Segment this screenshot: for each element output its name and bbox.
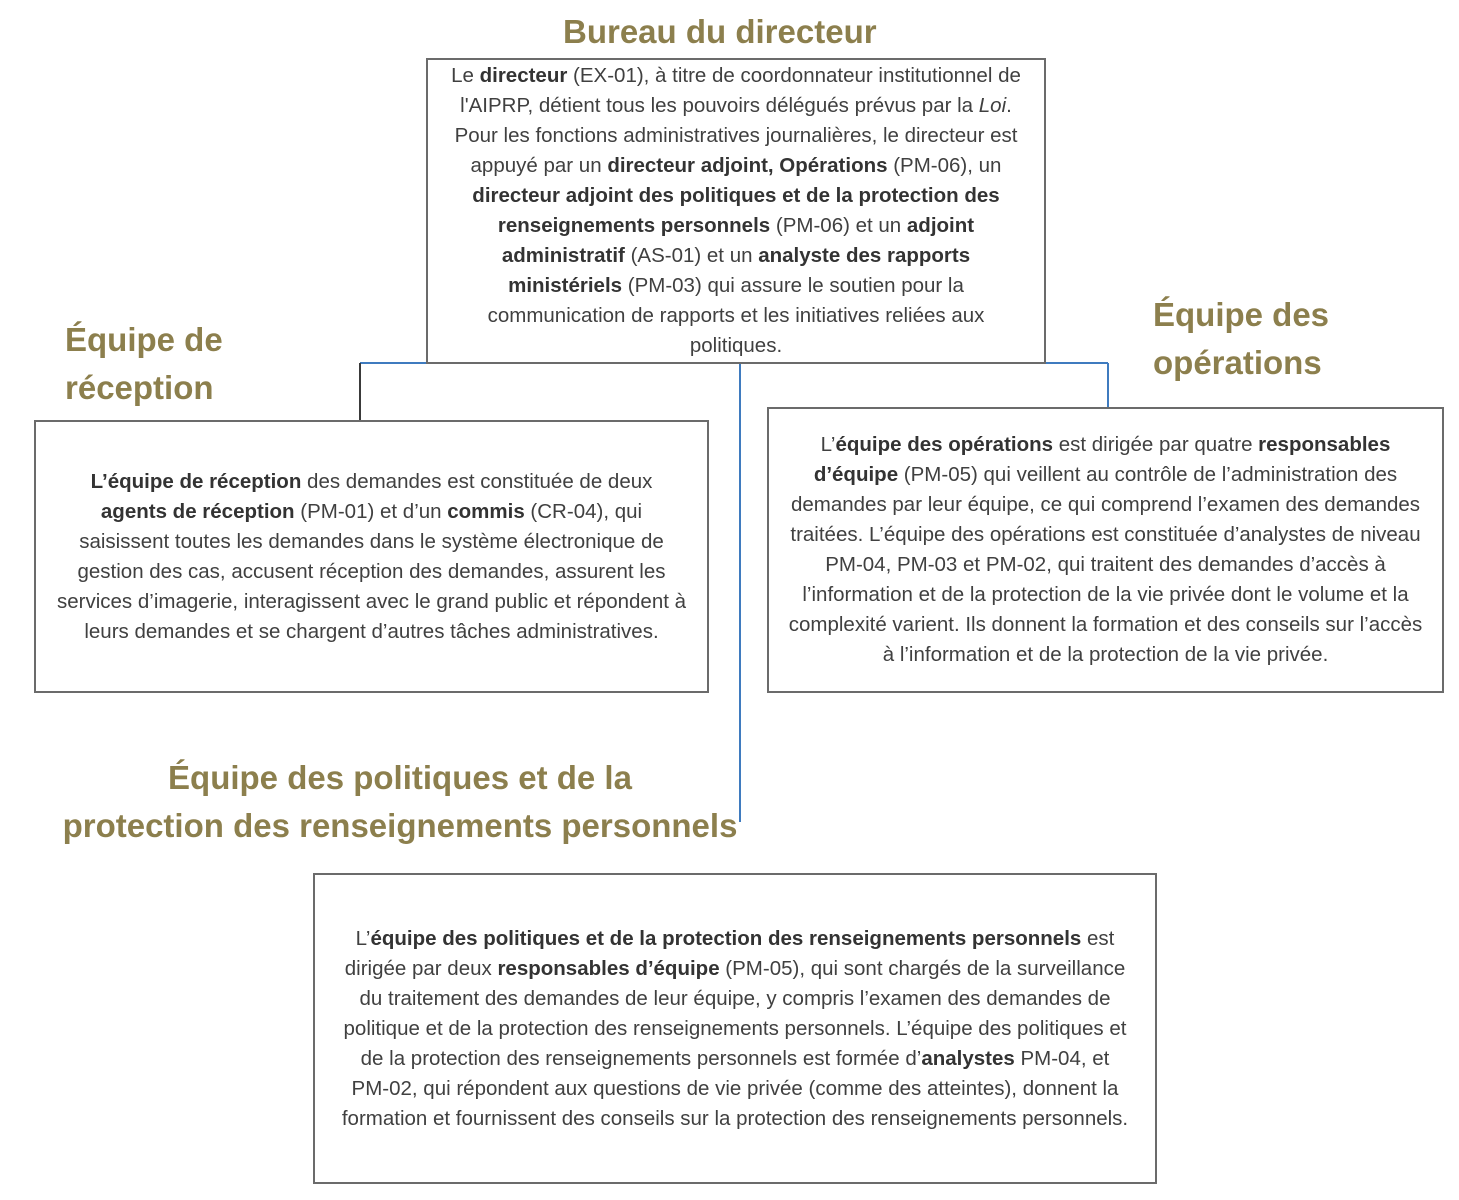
- reception-team-title: Équipe de réception: [65, 321, 223, 406]
- reception-team-box: [34, 420, 709, 693]
- operations-team-title: Équipe des opérations: [1153, 296, 1330, 381]
- policy-team-box: [313, 873, 1157, 1184]
- operations-team-box: [767, 407, 1444, 693]
- policy-team-text: L’équipe des politiques et de la protection des renseignements personnels est dirigée par deux responsables d’équipe (PM-05), qui sont chargés de la surveillance du traitement des demandes de leur équipe, y compris l’examen des demandes de politique et de la protection des renseignements personnels. L’équipe des politiques et de la protection des renseignements personnels est formée d’analystes PM-04, et PM-02, qui répondent aux questions de vie privée (comme des atteintes), donnent la formation et fournissent des conseils sur la protection des renseignements personnels.: [341, 926, 1129, 1130]
- reception-team-text: L’équipe de réception des demandes est constituée de deux agents de réception (PM-01) et d’un commis (CR-04), qui saisissent toutes les demandes dans le système électronique de gestion des cas, accusent réception des demandes, assurent les services d’imagerie, interagissent avec le grand public et répondent à leurs demandes et se chargent d’autres tâches administratives.: [56, 469, 687, 643]
- operations-team-text: L’équipe des opérations est dirigée par quatre responsables d’équipe (PM-05) qui veillent au contrôle de l’administration des demandes par leur équipe, ce qui comprend l’examen des demandes traitées. L’équipe des opérations est constituée d’analystes de niveau PM-04, PM-03 et PM-02, qui traitent des demandes d’accès à l’information et de la protection de la vie privée dont le volume et la complexité varient. Ils donnent la formation et des conseils sur l’accès à l’information et de la protection de la vie privée.: [788, 433, 1423, 666]
- director-office-text: Le directeur (EX-01), à titre de coordonnateur institutionnel de l'AIPRP, détient tous les pouvoirs délégués prévus par la Loi. Pour les fonctions administratives journalières, le directeur est appuyé par un directeur adjoint, Opérations (PM-06), un directeur adjoint des politiques et de la protection des renseignements personnels (PM-06) et un adjoint administratif (AS-01) et un analyste des rapports ministériels (PM-03) qui assure le soutien pour la communication de rapports et les initiatives reliées aux politiques.: [451, 64, 1021, 357]
- policy-team-title: Équipe des politiques et de la protection des renseignements personnels: [62, 759, 738, 844]
- director-office-box: [426, 58, 1046, 364]
- director-office-title: Bureau du directeur: [563, 13, 877, 50]
